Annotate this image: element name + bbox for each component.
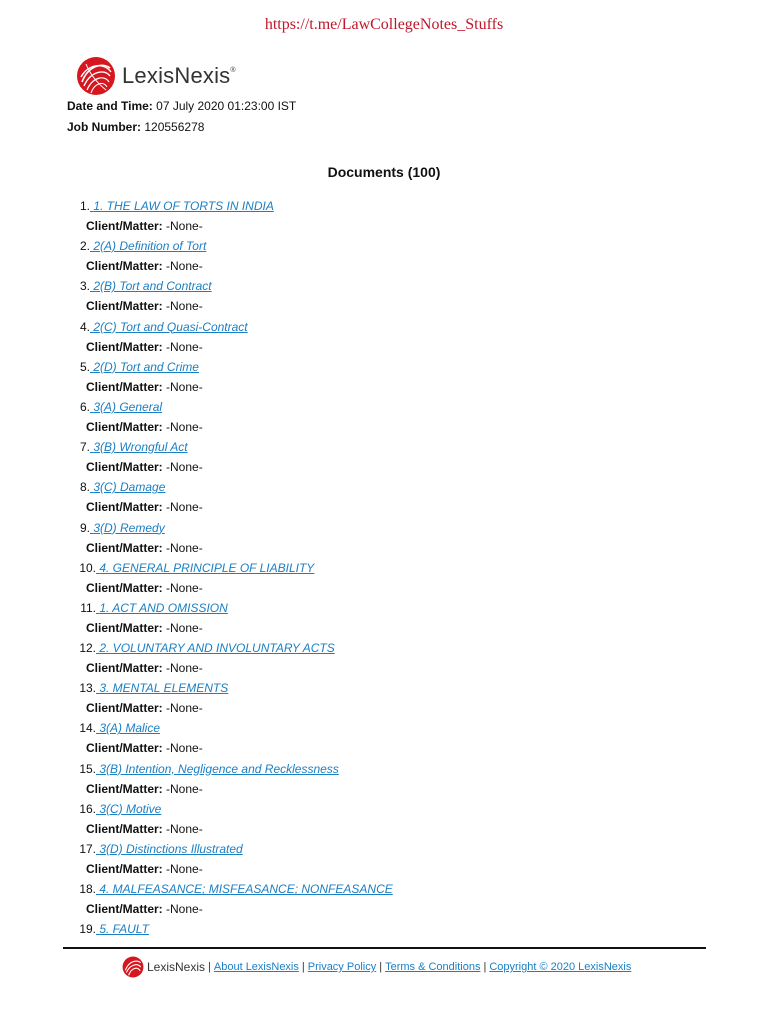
- document-entry: [76, 399, 162, 415]
- document-title-link[interactable]: 2(C) Tort and Quasi-Contract: [93, 319, 248, 334]
- client-matter-value: -None-: [166, 419, 203, 434]
- footer-separator: |: [208, 961, 211, 973]
- terms-conditions-link[interactable]: Terms & Conditions: [385, 961, 481, 973]
- client-matter-label: Client/Matter:: [86, 299, 163, 314]
- document-entry: [76, 841, 243, 857]
- document-title-link[interactable]: 3(C) Motive: [99, 801, 162, 816]
- date-time-label: Date and Time:: [67, 99, 153, 113]
- footer-separator: |: [483, 961, 487, 973]
- document-list-item: [0, 640, 768, 680]
- document-list-item: [0, 720, 768, 760]
- client-matter-line: [86, 580, 203, 596]
- client-matter-value: -None-: [166, 902, 203, 917]
- client-matter-label: Client/Matter:: [86, 741, 163, 756]
- client-matter-value: -None-: [166, 460, 203, 475]
- document-list: [0, 198, 768, 962]
- document-list-item: [0, 801, 768, 841]
- client-matter-line: [86, 218, 203, 234]
- client-matter-label: Client/Matter:: [86, 580, 163, 595]
- client-matter-line: [86, 459, 203, 475]
- lexisnexis-globe-icon: [76, 56, 116, 96]
- client-matter-value: -None-: [166, 339, 203, 354]
- document-title-link[interactable]: 1. THE LAW OF TORTS IN INDIA: [93, 199, 274, 213]
- document-entry: [76, 479, 165, 495]
- client-matter-label: Client/Matter:: [86, 259, 163, 274]
- privacy-policy-link[interactable]: Privacy Policy: [307, 961, 377, 973]
- document-number: 4.: [79, 319, 90, 334]
- document-number: 2.: [79, 239, 90, 254]
- client-matter-value: -None-: [166, 821, 203, 836]
- footer: [122, 956, 631, 978]
- client-matter-label: Client/Matter:: [86, 701, 163, 716]
- document-list-item: [0, 479, 768, 519]
- document-title-link[interactable]: 2(D) Tort and Crime: [93, 359, 199, 374]
- document-list-item: [0, 680, 768, 720]
- client-matter-value: -None-: [166, 781, 203, 796]
- copyright-link[interactable]: Copyright © 2020 LexisNexis: [489, 961, 632, 973]
- client-matter-value: -None-: [166, 379, 203, 394]
- document-number: 16.: [79, 801, 96, 816]
- document-title-link[interactable]: 3(A) General: [93, 399, 163, 414]
- client-matter-value: -None-: [166, 219, 203, 233]
- documents-heading: Documents (100): [327, 164, 441, 180]
- document-title-link[interactable]: 2(B) Tort and Contract: [93, 279, 212, 294]
- document-list-item: [0, 319, 768, 359]
- client-matter-label: Client/Matter:: [86, 620, 163, 635]
- document-list-item: [0, 841, 768, 881]
- document-title-link[interactable]: 3(B) Intention, Negligence and Recklessness: [99, 761, 339, 776]
- document-list-item: [0, 399, 768, 439]
- document-number: 1.: [79, 199, 90, 213]
- document-entry: [76, 761, 339, 777]
- document-entry: [76, 640, 335, 656]
- document-entry: [76, 720, 160, 736]
- client-matter-line: [86, 781, 203, 797]
- document-entry: [76, 439, 188, 455]
- document-number: 18.: [79, 882, 96, 897]
- client-matter-label: Client/Matter:: [86, 862, 163, 876]
- document-title-link[interactable]: 4. GENERAL PRINCIPLE OF LIABILITY: [99, 560, 315, 575]
- client-matter-label: Client/Matter:: [86, 419, 163, 434]
- document-number: 7.: [79, 440, 90, 455]
- lexisnexis-logo: [76, 56, 236, 96]
- document-entry: [76, 560, 314, 576]
- client-matter-line: [86, 620, 203, 636]
- client-matter-value: -None-: [166, 620, 203, 635]
- client-matter-label: Client/Matter:: [86, 821, 163, 836]
- document-title-link[interactable]: 3. MENTAL ELEMENTS: [99, 681, 229, 696]
- client-matter-label: Client/Matter:: [86, 219, 163, 233]
- date-time-value: 07 July 2020 01:23:00 IST: [156, 99, 297, 113]
- client-matter-value: -None-: [166, 259, 203, 274]
- document-list-item: [0, 238, 768, 278]
- document-list-item: [0, 560, 768, 600]
- document-title-link[interactable]: 3(C) Damage: [93, 480, 166, 495]
- document-entry: [76, 278, 212, 294]
- client-matter-label: Client/Matter:: [86, 781, 163, 796]
- document-entry: [76, 921, 149, 937]
- document-number: 14.: [79, 721, 96, 736]
- document-number: 10.: [79, 560, 96, 575]
- client-matter-line: [86, 419, 203, 435]
- document-title-link[interactable]: 3(D) Distinctions Illustrated: [99, 842, 243, 856]
- document-number: 17.: [79, 842, 96, 856]
- document-number: 12.: [79, 641, 96, 656]
- document-number: 11.: [80, 600, 96, 615]
- client-matter-line: [86, 740, 203, 756]
- document-title-link[interactable]: 3(B) Wrongful Act: [93, 440, 188, 455]
- client-matter-line: [86, 861, 203, 877]
- document-list-item: [0, 359, 768, 399]
- document-title-link[interactable]: 1. ACT AND OMISSION: [99, 600, 228, 615]
- document-entry: [76, 680, 228, 696]
- job-number-line: [67, 120, 204, 134]
- job-number-label: Job Number:: [67, 120, 142, 134]
- footer-divider: [63, 947, 706, 949]
- document-number: 15.: [79, 761, 96, 776]
- document-list-item: [0, 439, 768, 479]
- source-url-link[interactable]: https://t.me/LawCollegeNotes_Stuffs: [264, 16, 504, 33]
- document-entry: [76, 198, 274, 214]
- document-title-link[interactable]: 3(A) Malice: [99, 721, 161, 736]
- document-list-item: [0, 278, 768, 318]
- document-list-item: [0, 198, 768, 238]
- client-matter-line: [86, 700, 203, 716]
- client-matter-line: [86, 821, 203, 837]
- client-matter-value: -None-: [166, 299, 203, 314]
- document-number: 8.: [79, 480, 90, 495]
- date-time-line: [67, 99, 296, 113]
- document-title-link[interactable]: 4. MALFEASANCE; MISFEASANCE; NONFEASANCE: [99, 882, 393, 897]
- client-matter-line: [86, 379, 203, 395]
- document-number: 3.: [79, 279, 90, 294]
- document-entry: [76, 801, 161, 817]
- document-entry: [76, 881, 393, 897]
- document-title-link[interactable]: 5. FAULT: [99, 922, 149, 937]
- client-matter-label: Client/Matter:: [86, 661, 163, 676]
- client-matter-value: -None-: [166, 500, 203, 515]
- document-list-item: [0, 881, 768, 921]
- document-number: 5.: [79, 359, 90, 374]
- client-matter-label: Client/Matter:: [86, 460, 163, 475]
- document-entry: [76, 359, 199, 375]
- client-matter-label: Client/Matter:: [86, 379, 163, 394]
- client-matter-line: [86, 258, 203, 274]
- client-matter-label: Client/Matter:: [86, 339, 163, 354]
- client-matter-line: [86, 339, 203, 355]
- document-list-item: [0, 600, 768, 640]
- footer-logo-text: LexisNexis: [147, 960, 206, 974]
- client-matter-value: -None-: [166, 540, 203, 555]
- client-matter-value: -None-: [166, 741, 203, 756]
- document-number: 19.: [79, 922, 96, 937]
- client-matter-value: -None-: [166, 580, 203, 595]
- document-number: 9.: [79, 520, 90, 535]
- document-title-link[interactable]: 3(D) Remedy: [93, 520, 165, 535]
- client-matter-label: Client/Matter:: [86, 540, 163, 555]
- client-matter-line: [86, 901, 203, 917]
- logo-wordmark: LexisNexis®: [122, 63, 236, 88]
- client-matter-label: Client/Matter:: [86, 902, 163, 917]
- document-number: 13.: [79, 681, 96, 696]
- client-matter-line: [86, 499, 203, 515]
- document-list-item: [0, 761, 768, 801]
- document-entry: [76, 319, 248, 335]
- client-matter-line: [86, 540, 203, 556]
- client-matter-value: -None-: [166, 862, 203, 876]
- about-link[interactable]: About LexisNexis: [213, 961, 299, 973]
- document-entry: [76, 600, 228, 616]
- document-entry: [76, 238, 206, 254]
- document-list-item: [0, 520, 768, 560]
- document-title-link[interactable]: 2. VOLUNTARY AND INVOLUNTARY ACTS: [99, 641, 335, 656]
- document-number: 6.: [79, 399, 90, 414]
- client-matter-value: -None-: [166, 701, 203, 716]
- lexisnexis-globe-icon: [122, 956, 144, 978]
- client-matter-label: Client/Matter:: [86, 500, 163, 515]
- document-title-link[interactable]: 2(A) Definition of Tort: [93, 239, 207, 254]
- client-matter-line: [86, 660, 203, 676]
- job-number-value: 120556278: [144, 120, 205, 134]
- client-matter-line: [86, 298, 203, 314]
- footer-separator: |: [379, 961, 383, 973]
- document-entry: [76, 520, 165, 536]
- client-matter-value: -None-: [166, 661, 203, 676]
- footer-separator: |: [301, 961, 305, 973]
